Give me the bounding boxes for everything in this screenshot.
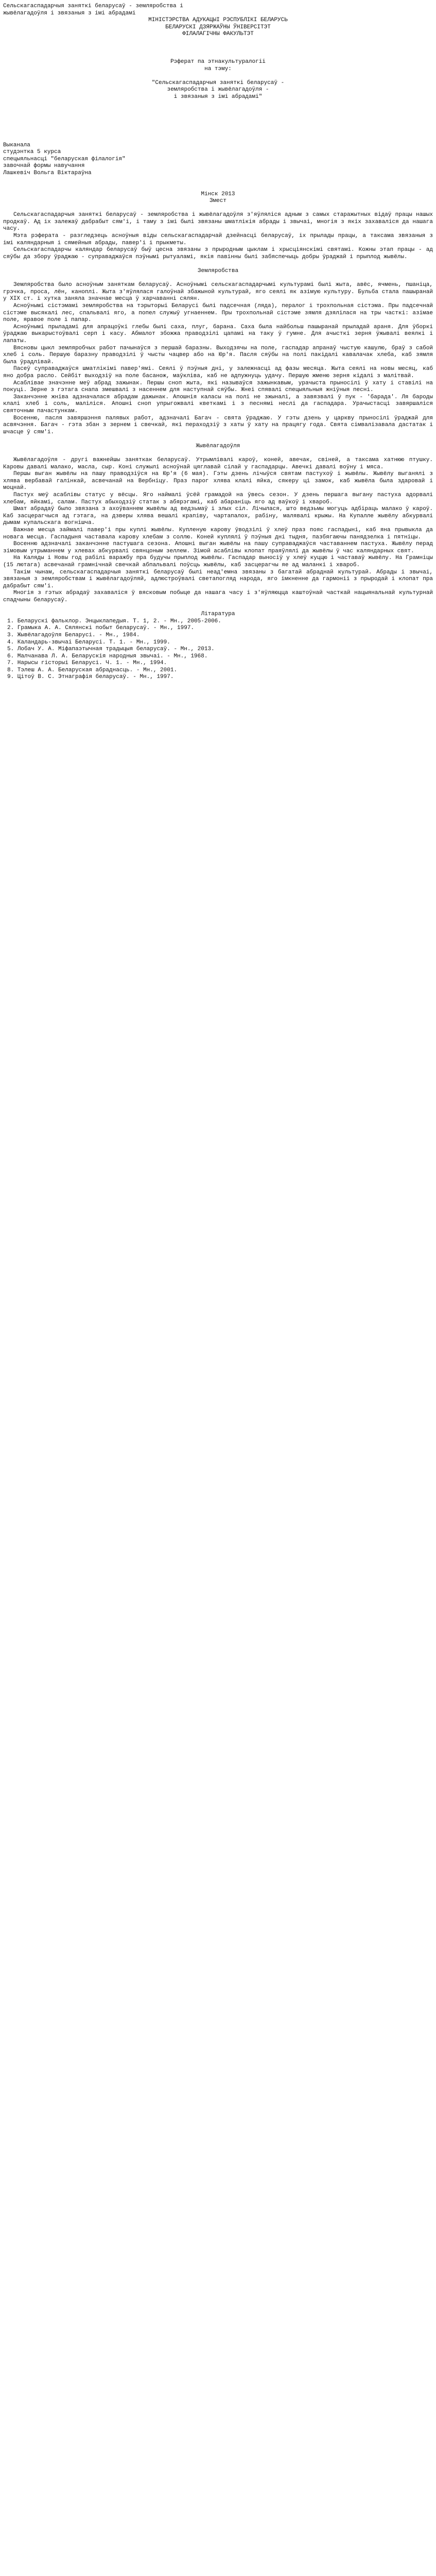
agriculture-paragraph: Восенню, пасля завяршэння палявых работ, адзначалі Багач - свята ўраджаю. У гэты дзень у царкву прыносілі ўраджай для асвячэння. Багач - гэта збан з зернем і свечкай, які пераходзіў з хаты ў хату на працягу года. Свята сімвалізавала дастатак і шчасце ў сям'і. [3, 415, 433, 435]
agriculture-paragraph: Земляробства было асноўным заняткам беларусаў. Асноўнымі сельскагаспадарчымі культурамі былі жыта, авёс, ячмень, пшаніца, грэчка, проса, лён, каноплі. Жыта з'яўлялася галоўнай збажыной культурай, яго сеялі як азімую культуру. Бульба стала пашыранай у XIX ст. і хутка заняла значнае месца ў харчаванні сялян. [3, 282, 433, 302]
conclusion-paragraph: Многія з гэтых абрадаў захаваліся ў вясковым побыце да нашага часу і з'яўляюцца каштоўнай часткай нацыянальнай культурнай спадчыны беларусаў. [3, 590, 433, 603]
header-line-1: Сельскагаспадарчыя заняткі беларусаў - земляробства і [3, 3, 183, 9]
intro-paragraph: Сельскагаспадарчыя заняткі беларусаў - земляробства і жывёлагадоўля з'яўляліся адным з самых старажытных відаў працы нашых продкаў. Ад іх залежаў дабрабыт сям'і, і таму з імі былі звязаны шматлікія абрады і звычаі, многія з якіх захаваліся да нашага часу. [3, 212, 433, 232]
topic-line-2: земляробства і жывёлагадоўля - [167, 87, 269, 93]
agriculture-paragraph: Асаблівае значэнне меў абрад зажынак. Першы сноп жыта, які называўся зажынкавым, урачыста прыносілі ў хату і ставілі на покуці. Зерне з гэтага снапа змешвалі з насеннем для наступнай сяўбы. Жнеі спявалі спецыяльныя жніўныя песні. [3, 380, 433, 394]
work-type-block [3, 59, 433, 73]
university-line: БЕЛАРУСКІ ДЗЯРЖАЎНЫ ЎНІВЕРСІТЭТ [165, 24, 271, 30]
document-page [0, 0, 436, 686]
livestock-paragraph: На Каляды і Новы год рабілі варажбу пра будучы прыплод жывёлы. Гаспадар выносіў у хлеў куццю і частаваў жывёлу. На Грамніцы (15 лютага) асвечанай грамнічнай свечкай абпальвалі поўсць жывёлы, каб засцерагчы яе ад маланкі і хвароб. [3, 555, 433, 568]
author-field-3: спецыяльнасці "беларуская філалогія" [3, 156, 126, 162]
livestock-paragraph: Восенню адзначалі заканчэнне пастушага сезона. Апошні выган жывёлы на пашу суправаджаўся частаваннем пастуха. Жывёлу перад зімовым утрыманнем у хлевах абкурвалі свянцоным зеллем. Зімой асаблівы клопат праяўлялі да жывёлы ў час каляндарных свят. [3, 541, 433, 554]
topic-block [3, 80, 433, 101]
reference-item: 9. Цітоў В. С. Этнаграфія беларусаў. - Мн., 1997. [7, 674, 174, 681]
faculty-line: ФІЛАЛАГІЧНЫ ФАКУЛЬТЭТ [182, 31, 254, 38]
author-field-4: завочнай формы навучання [3, 163, 85, 170]
reference-item: 7. Нарысы гісторыі Беларусі. Ч. 1. - Мн., 1994. [7, 660, 167, 667]
references-title: Літаратура [201, 611, 235, 618]
livestock-paragraph: Такім чынам, сельскагаспадарчыя заняткі беларусаў былі неад'емна звязаны з багатай абраднай культурай. Абрады і звычаі, звязаныя з земляробствам і жывёлагадоўляй, адлюстроўвалі светапогляд народа, яго імкненне да гармоніі з прыродай і клопат пра дабрабыт сям'і. [3, 569, 433, 589]
document-header [3, 3, 433, 17]
agriculture-paragraph: Заканчэнне жніва адзначалася абрадам дажынак. Апошнія каласы на полі не зжыналі, а завязвалі ў пук - 'барада'. Ля бароды клалі хлеб і соль, маліліся. Апошні сноп упрыгожвалі кветкамі і з песнямі неслі да гаспадара. Урачыстасці завяршаліся святочным пачастункам. [3, 394, 433, 414]
reference-item: 6. Малчанава Л. А. Беларускія народныя звычаі. - Мн., 1968. [7, 653, 208, 659]
reference-item: 5. Лобач У. А. Міфапаэтычная традыцыя беларусаў. - Мн., 2013. [7, 646, 215, 653]
agriculture-paragraph: Асноўнымі сістэмамі земляробства на тэрыторыі Беларусі былі падсечная (ляда), пералог і трохпольная сістэма. Пры падсечнай сістэме высякалі лес, спальвалі яго, а попел служыў угнаеннем. Пры трохпольнай сістэме зямля дзялілася на тры часткі: азімае поле, яравое поле і папар. [3, 303, 433, 324]
reference-item: 2. Грамыка А. А. Сялянскі побыт беларусаў. - Мн., 1997. [7, 625, 195, 632]
work-type-line: Рэферат па этнакультуралогіі [170, 58, 266, 65]
author-name: Лашкевіч Вольга Віктараўна [3, 170, 92, 176]
livestock-paragraph: Важнае месца займалі павер'і пры куплі жывёлы. Купленую карову ўводзілі ў хлеў праз пояс гаспадыні, каб яна прывыкла да новага месца. Гаспадыня частавала карову хлебам з соллю. Коней куплялі ў пэўныя дні тыдня, пазбягаючы панядзелка і пятніцы. [3, 527, 433, 540]
author-field-2: студэнтка 5 курса [3, 149, 61, 156]
references-list [3, 618, 433, 681]
livestock-paragraph: Шмат абрадаў было звязана з ахоўваннем жывёлы ад ведзьмаў і злых сіл. Лічылася, што ведзьмы могуць адбіраць малако ў кароў. Каб засцерагчыся ад гэтага, на дзверы хлява вешалі крапіву, чартапалох, рабіну, малявалі крыжы. На Купалле жывёлу абкурвалі дымам купальскага вогнішча. [3, 506, 433, 527]
intro-paragraph: Мэта рэферата - разгледзець асноўныя віды сельскагаспадарчай дзейнасці беларусаў, іх прылады працы, а таксама звязаныя з імі каляндарныя і сямейныя абрады, павер'і і прыкметы. [3, 233, 433, 246]
reference-item: 3. Жывёлагадоўля Беларусі. - Мн., 1984. [7, 632, 140, 638]
livestock-paragraph: Першы выган жывёлы на пашу праводзіўся на Юр'я (6 мая). Гэты дзень лічыўся святам пастухоў і жывёлы. Жывёлу выганялі з хлява вербавай галінкай, асвечанай на Вербніцу. Праз парог хлява клалі яйка, сякеру ці замок, каб жывёла была здаровай і моцнай. [3, 471, 433, 492]
agriculture-paragraph: Асноўнымі прыладамі для апрацоўкі глебы былі саха, плуг, барана. Саха была найбольш пашыранай прыладай араня. Для ўборкі ўраджаю выкарыстоўвалі серп і касу. Абмалот збожжа праводзілі цапамі на таку ў гумне. Для ачысткі зерня ўжывалі веялкі і лапаты. [3, 324, 433, 344]
header-line-2: жывёлагадоўля і звязаныя з імі абрадамі [3, 10, 136, 16]
livestock-section [3, 457, 433, 590]
livestock-paragraph: Жывёлагадоўля - другі важнейшы заняткак беларусаў. Утрымлівалі кароў, коней, авечак, свіней, а таксама хатнюю птушку. Каровы давалі малако, масла, сыр. Коні служылі асноўнай цяглавай сілай у гаспадарцы. Авечкі давалі воўну і мяса. [3, 457, 433, 470]
ministry-line: МІНІСТЭРСТВА АДУКАЦЫІ РЭСПУБЛІКІ БЕЛАРУСЬ [148, 17, 288, 24]
toc-label: Змест [209, 198, 226, 205]
intro-paragraph: Сельскагаспадарчы каляндар беларусаў быў цесна звязаны з прыродным цыклам і хрысціянскімі святамі. Кожны этап працы - ад сяўбы да збору ўраджаю - суправаджаўся пэўнымі рытуаламі, якія павінны былі забяспечыць добры ўраджай і прыплод жывёлы. [3, 247, 433, 260]
agriculture-paragraph: Пасеў суправаджаўся шматлікімі павер'ямі. Сеялі ў пэўныя дні, у залежнасці ад фазы месяца. Жыта сеялі на новы месяц, каб яно добра расло. Сейбіт выходзіў на поле басанож, маўкліва, каб не адпужнуць удачу. Першую жменю зерня кідалі з малітвай. [3, 366, 433, 379]
author-field-1: Выканала [3, 142, 30, 148]
section-title-livestock: Жывёлагадоўля [196, 443, 240, 449]
topic-prefix-line: на тэму: [204, 65, 232, 72]
agriculture-section [3, 282, 433, 436]
reference-item: 4. Каландарь-звычаі Беларусі. Т. 1. - Мн., 1999. [7, 639, 170, 646]
intro-section [3, 212, 433, 261]
section-title-agriculture: Земляробства [197, 268, 239, 275]
topic-line-3: і звязаныя з імі абрадамі" [173, 93, 263, 100]
ministry-block [3, 17, 433, 38]
reference-item: 8. Тэлеш А. А. Беларуская абраднасць. - Мн., 2001. [7, 667, 178, 673]
reference-item: 1. Беларускі фальклор. Энцыклапедыя. Т. 1, 2. - Мн., 2005-2006. [7, 618, 221, 624]
agriculture-paragraph: Вясновы цыкл земляробчых работ пачынаўся з першай баразны. Выходзячы на поле, гаспадар апранаў чыстую кашулю, браў з сабой хлеб і соль. Першую баразну праводзілі ў чысты чацвер або на Юр'я. Пасля сяўбы на полі пакідалі кавалачак хлеба, каб зямля была ўрадлівай. [3, 345, 433, 365]
author-block [3, 142, 433, 177]
livestock-paragraph: Пастух меў асаблівы статус у вёсцы. Яго наймалі ўсёй грамадой на ўвесь сезон. У дзень першага выгану пастуха адорвалі хлебам, яйкамі, салам. Пастух абыходзіў статак з абярэгамі, каб абараніць яго ад ваўкоў і хвароб. [3, 492, 433, 505]
city-year: Мінск 2013 [201, 191, 235, 197]
topic-line-1: "Сельскагаспадарчыя заняткі беларусаў - [151, 79, 285, 86]
